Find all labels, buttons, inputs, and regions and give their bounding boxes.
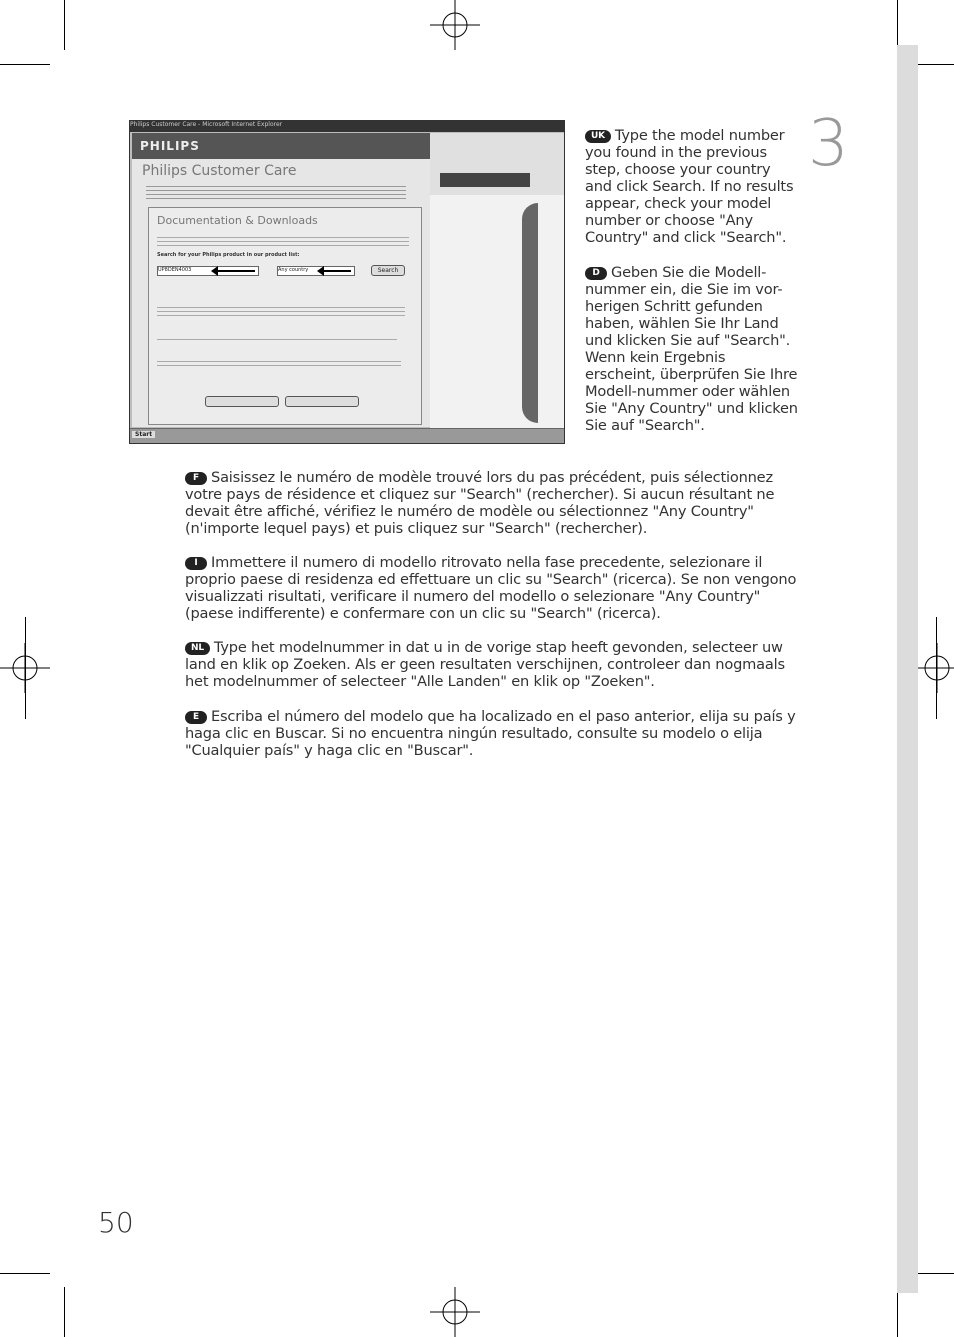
instruction-text: Geben Sie die Modell-nummer ein, die Sie im vor-herigen Schritt gefunden haben, wählen Sie Ihr Land und klicken Sie auf "Search". Wenn kein Ergebnis erscheint, überprüfen Sie Ihre Modell-nummer oder wählen Sie "Any Country" und klicken Sie auf "Search".	[585, 264, 798, 434]
instruction-e	[185, 708, 800, 759]
site-heading: Philips Customer Care	[142, 163, 297, 179]
start-button[interactable]: Start	[132, 431, 155, 438]
instruction-i	[185, 554, 800, 622]
instruction-f	[185, 469, 800, 537]
text-block	[157, 304, 405, 316]
browser-screenshot	[129, 120, 565, 444]
crop-mark	[0, 1273, 50, 1274]
site-page	[132, 159, 430, 427]
arrow-icon	[321, 270, 351, 272]
crop-mark	[0, 64, 50, 65]
registration-mark-icon	[430, 1287, 480, 1337]
crop-mark	[936, 617, 937, 719]
page-number: 50	[98, 1206, 134, 1239]
lang-badge: F	[185, 472, 207, 485]
crop-mark	[64, 0, 65, 50]
link-button[interactable]	[205, 396, 279, 407]
crop-mark	[897, 1287, 898, 1337]
lang-badge: UK	[585, 130, 611, 143]
model-input[interactable]: UP8DEN4003	[157, 266, 259, 276]
country-select[interactable]: Any country	[277, 266, 355, 276]
window-title: Philips Customer Care - Microsoft Internet Explorer	[130, 121, 564, 132]
background-window	[430, 133, 564, 429]
arrow-icon	[215, 270, 255, 272]
lang-badge: I	[185, 557, 207, 570]
text-block	[157, 336, 397, 342]
side-tab-strip	[897, 45, 918, 1293]
link-button[interactable]	[285, 396, 359, 407]
step-number: 3	[808, 107, 849, 181]
crop-mark	[64, 1287, 65, 1337]
instruction-text: Type the model number you found in the previous step, choose your country and click Search. If no results appear, check your model number or choose "Any Country" and click "Search".	[585, 127, 794, 246]
instruction-nl	[185, 639, 800, 690]
section-title: Documentation & Downloads	[157, 214, 318, 227]
search-label: Search for your Philips product in our product list:	[157, 252, 300, 258]
search-button[interactable]: Search	[371, 265, 405, 276]
site-header	[132, 133, 432, 159]
instruction-text: Immettere il numero di modello ritrovato nella fase precedente, selezionare il proprio paese di residenza ed effettuare un clic su "Search" (ricerca). Se non vengono visualizzati risultati, verificare il numero del modello o selezionare "Any Country" (paese indifferente) e confermare con un clic su "Search" (ricerca).	[185, 554, 797, 622]
text-block	[157, 358, 401, 368]
taskbar	[130, 428, 564, 443]
lang-badge: D	[585, 267, 607, 280]
documentation-box	[148, 207, 422, 425]
intro-text	[146, 183, 406, 201]
instruction-d	[585, 264, 800, 434]
instruction-text: Escriba el número del modelo que ha localizado en el paso anterior, elija su país y haga clic en Buscar. Si no encuentra ningún resultado, consulte su modelo o elija "Cualquier país" y haga clic en "Buscar".	[185, 708, 796, 759]
instruction-uk	[585, 127, 800, 246]
lang-badge: NL	[185, 642, 210, 655]
crop-mark	[897, 0, 898, 50]
registration-mark-icon	[430, 0, 480, 50]
philips-logo: PHILIPS	[140, 139, 200, 153]
lang-badge: E	[185, 711, 207, 724]
text-block	[157, 234, 409, 248]
crop-mark	[25, 617, 26, 719]
instruction-text: Saisissez le numéro de modèle trouvé lors du pas précédent, puis sélectionnez votre pays de résidence et cliquez sur "Search" (rechercher). Si aucun résultant ne devait être affiché, vérifiez le numéro de modèle ou sélectionnez "Any Country" (n'importe lequel pays) et puis cliquez sur "Search" (rechercher).	[185, 469, 775, 537]
instruction-text: Type het modelnummer in dat u in de vorige stap heeft gevonden, selecteer uw land en klik op Zoeken. Als er geen resultaten verschijnen, controleer dan nogmaals het modelnummer of selecteer "Alle Landen" en klik op "Zoeken".	[185, 639, 785, 690]
